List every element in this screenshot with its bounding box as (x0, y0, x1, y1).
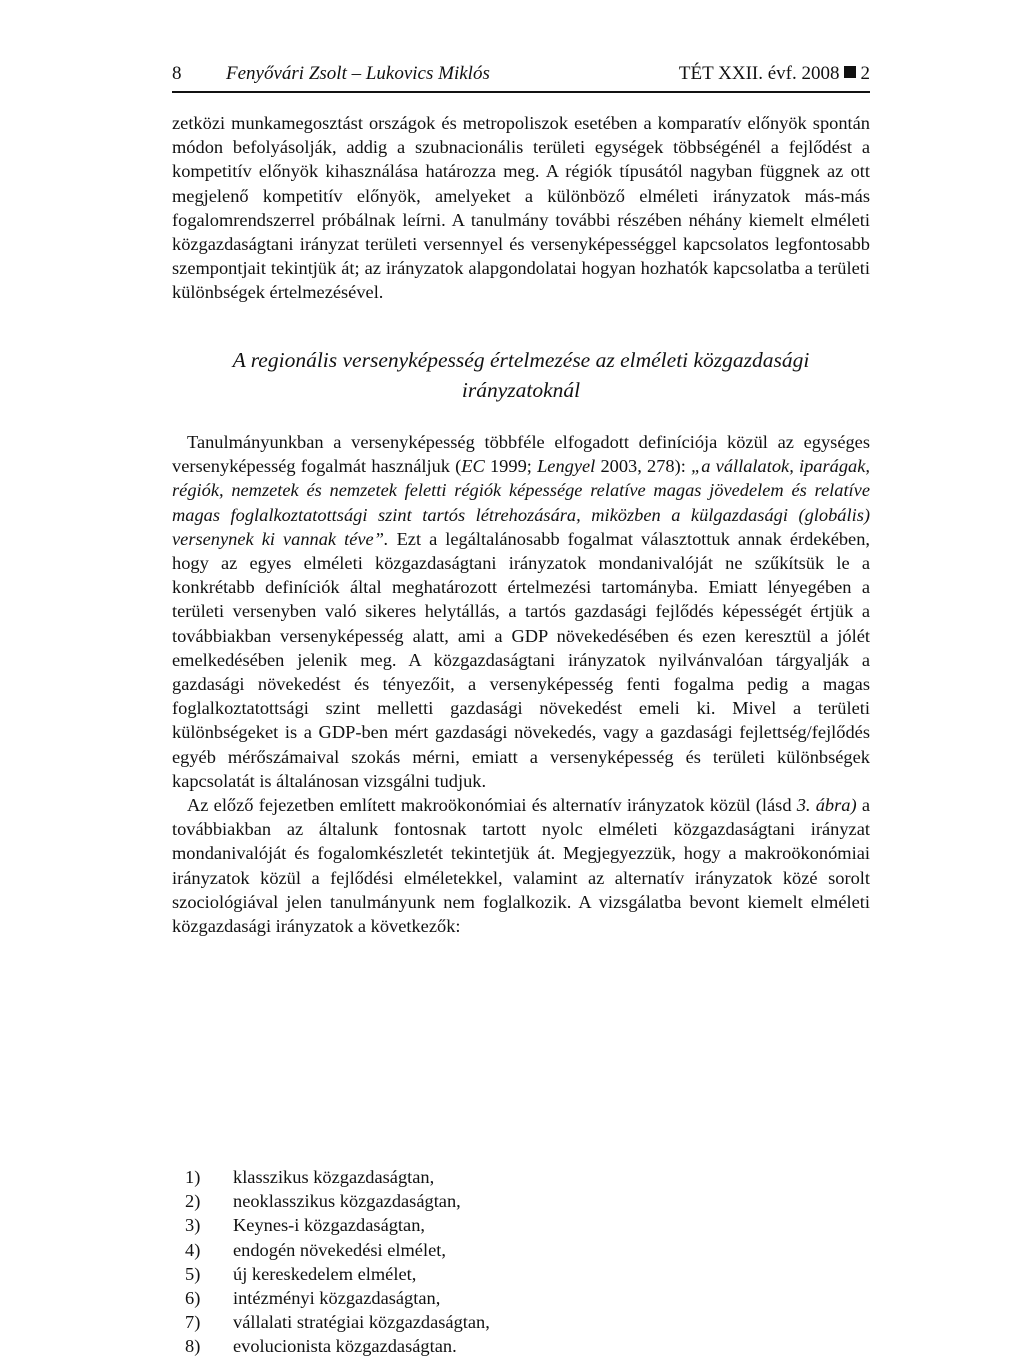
list-label: endogén növekedési elmélet, (233, 1239, 446, 1260)
square-bullet-icon (844, 66, 856, 78)
list-label: neoklasszikus közgazdaságtan, (233, 1191, 461, 1212)
list-item (185, 1213, 685, 1237)
list-item (185, 1189, 685, 1213)
section-heading (172, 345, 870, 405)
p2-part-a: Tanulmányunkban a versenyképesség többféle elfogadott definíciója közül az egységes versenyképesség fogalmát használjuk ( (172, 432, 870, 477)
list-number: 2) (185, 1191, 201, 1212)
list-label: Keynes-i közgazdaságtan, (233, 1215, 425, 1236)
list-number: 4) (185, 1239, 201, 1260)
heading-line-2: irányzatoknál (461, 378, 581, 402)
journal-issue: 2 (860, 63, 870, 84)
list-item (185, 1310, 685, 1334)
figure-reference: 3. ábra) (796, 795, 857, 816)
running-header (172, 59, 870, 89)
list-item (185, 1165, 685, 1189)
header-journal (679, 59, 870, 89)
list-item (185, 1334, 685, 1358)
citation-ec: EC (461, 456, 485, 477)
paragraph-3 (172, 793, 870, 938)
list-number: 8) (185, 1336, 201, 1357)
list-label: klasszikus közgazdaságtan, (233, 1167, 435, 1187)
list-number: 7) (185, 1312, 201, 1333)
paragraph-1: zetközi munkamegosztást országok és metropoliszok esetében a komparatív előnyök spontán módon befolyásolják, addig a szubnacionális területi egységek többségénél a fejlődést a kompetitív előnyök kihasználása határozza meg. A régiók típusától nagyban függnek az ott megjelenő kompetitív előnyök, amelyeket a különböző elméleti irányzatok más-más fogalomrendszerrel próbálnak leírni. A tanulmány további részében néhány kiemelt elméleti közgazdaságtani irányzat területi versennyel és versenyképességgel kapcsolatos legfontosabb szempontjait tekintjük át; az irányzatok alapgondolatai hogyan hozhatók kapcsolatba a területi különbségek értelmezésével. (172, 113, 870, 303)
list-item (185, 1262, 685, 1286)
list-label: evolucionista közgazdaságtan. (233, 1336, 457, 1357)
list-number: 3) (185, 1215, 201, 1236)
list-number: 1) (185, 1167, 201, 1187)
page-number: 8 (172, 63, 182, 84)
citation-lengyel: Lengyel (537, 456, 596, 477)
list-label: vállalati stratégiai közgazdaságtan, (233, 1312, 490, 1333)
list-number: 5) (185, 1263, 201, 1284)
definition-quote: „a vállalatok, iparágak, régiók, nemzetek és nemzetek feletti régiók képessége relatíve magas jövedelem és relatíve magas foglalkoztatottsági szint tartós létrehozására, miközben a külgazdasági (globális) versenynek ki vannak téve”. (172, 456, 870, 549)
p2-part-c: 2003, 278): (595, 456, 692, 477)
list-label: új kereskedelem elmélet, (233, 1263, 417, 1284)
paragraph-2 (172, 430, 870, 793)
p2-part-d: Ezt a legáltalánosabb fogalmat választottuk annak érdekében, hogy az egyes elméleti közgazdaságtani irányzatok mondanivalóját ne szűkítsük le a konkrétabb definíciók által meghatározott értelmezési tartományba. Emiatt lényegében a területi versenyben való sikeres helytállás, a tartós gazdasági fejlődés képességét értjük a továbbiakban versenyképesség alatt, ami a GDP növekedésében és ezen keresztül a jólét emelkedésében jelenik meg. A közgazdaságtani irányzatok nyilvánvalóan tárgyalják a gazdasági növekedést és tényezőit, a versenyképesség fenti fogalma pedig a magas foglalkoztatottsági szint melletti gazdasági növekedést emeli ki. Mivel a területi különbségeket is a GDP-ben mért gazdasági növekedés, vagy a gazdasági fejlettség/fejlődés egyéb mérőszámaival szokás mérni, emiatt a versenyképesség és területi különbségek kapcsolatát is általánosan vizsgálni tudjuk. (172, 528, 871, 791)
header-rule (172, 91, 870, 93)
paragraph-intro (172, 111, 870, 305)
list-label: intézményi közgazdaságtan, (233, 1288, 441, 1309)
p3-part-b: a továbbiakban az általunk fontosnak tartott nyolc elméleti közgazdaságtani irányzat mondanivalóját és fogalomkészletét tekintetjük át. Megjegyezzük, hogy a makroökonómiai irányzatok közül a fejlődési elméletekkel, valamint az alternatív irányzatok közé sorolt szociológiával jelen tanulmányunk nem foglalkozik. A vizsgálatba bevont kiemelt elméleti közgazdasági irányzatok a következők: (172, 795, 870, 937)
theory-list (185, 1165, 685, 1359)
journal-title: TÉT XXII. évf. 2008 (678, 63, 840, 84)
list-item (185, 1238, 685, 1262)
list-number: 6) (185, 1288, 201, 1309)
header-authors: Fenyővári Zsolt – Lukovics Miklós (226, 63, 490, 84)
heading-line-1: A regionális versenyképesség értelmezése az elméleti közgazdasági (232, 348, 810, 372)
section-body (172, 430, 870, 938)
p2-part-b: 1999; (484, 456, 538, 477)
p3-part-a: Az előző fejezetben említett makroökonómiai és alternatív irányzatok közül (lásd (187, 795, 797, 816)
list-item (185, 1286, 685, 1310)
